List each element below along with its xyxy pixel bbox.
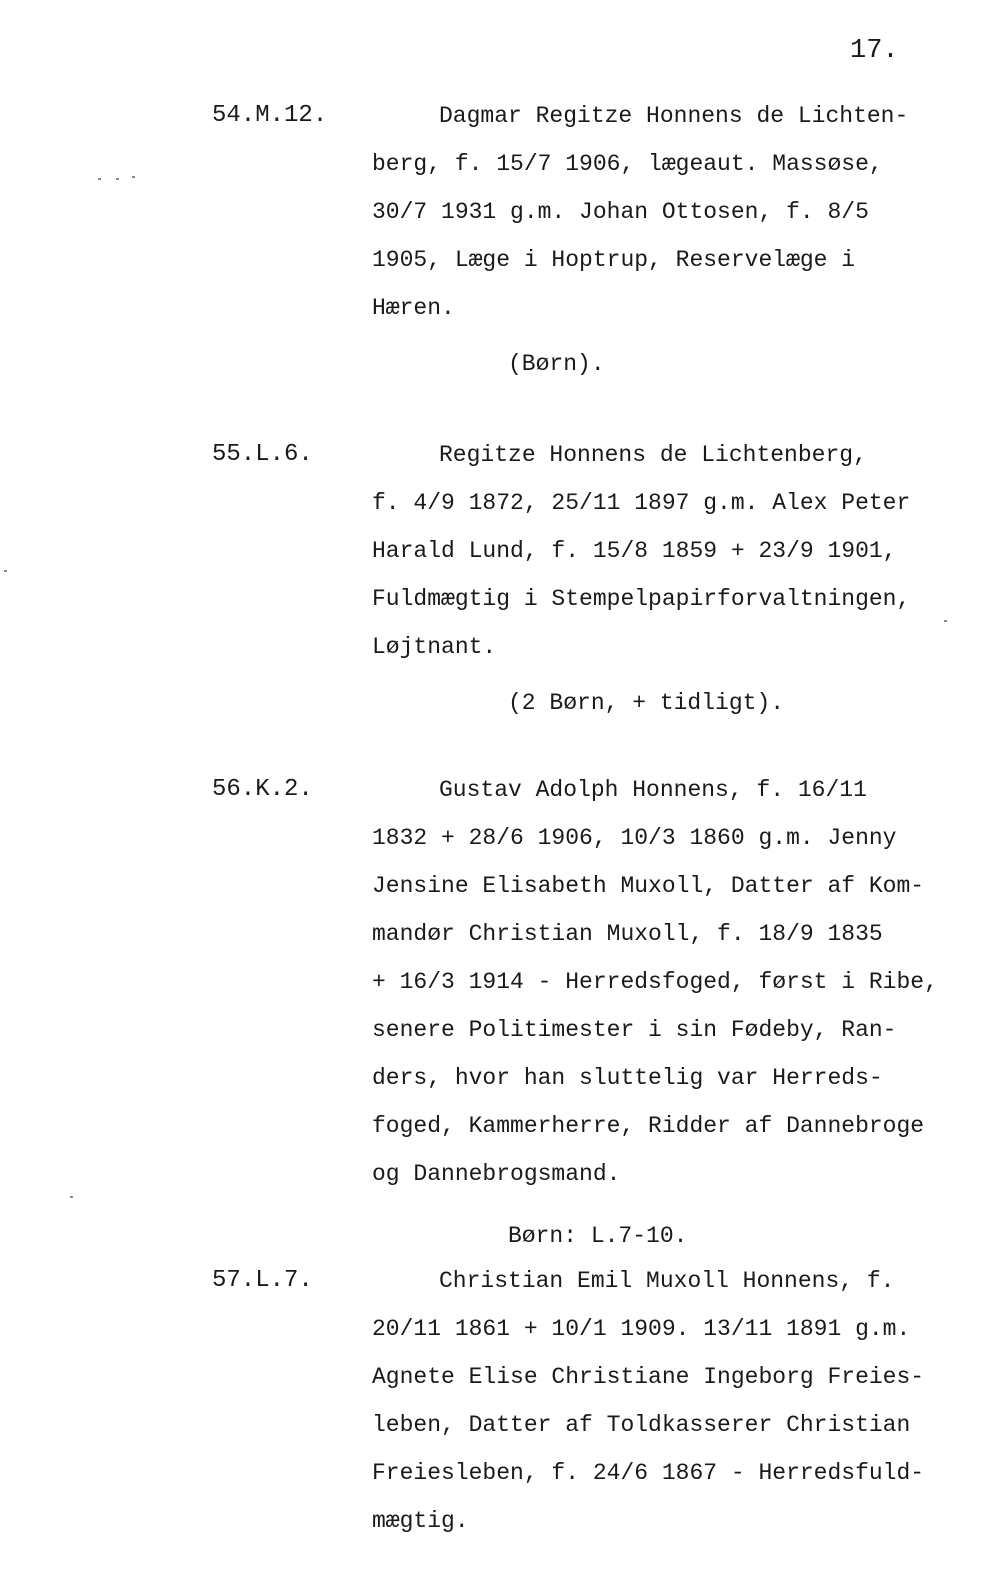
entry-line: Regitze Honnens de Lichtenberg, bbox=[439, 442, 867, 468]
entry-line: senere Politimester i sin Fødeby, Ran- bbox=[372, 1017, 897, 1043]
scan-speck bbox=[132, 176, 135, 178]
entry-line: berg, f. 15/7 1906, lægeaut. Massøse, bbox=[372, 151, 883, 177]
entry-line: Jensine Elisabeth Muxoll, Datter af Kom- bbox=[372, 873, 925, 899]
entry-line: mægtig. bbox=[372, 1508, 469, 1534]
entry-line: Freiesleben, f. 24/6 1867 - Herredsfuld- bbox=[372, 1460, 925, 1486]
page-number: 17. bbox=[850, 36, 899, 66]
entry-text bbox=[372, 92, 972, 332]
entry-id: 55.L.6. bbox=[212, 441, 313, 468]
entry-line: + 16/3 1914 - Herredsfoged, først i Ribe, bbox=[372, 969, 938, 995]
entry-line: Christian Emil Muxoll Honnens, f. bbox=[439, 1268, 895, 1294]
entry-line: foged, Kammerherre, Ridder af Dannebroge bbox=[372, 1113, 925, 1139]
entry-line: 1905, Læge i Hoptrup, Reservelæge i bbox=[372, 247, 856, 273]
entry-id: 54.M.12. bbox=[212, 102, 328, 129]
entry-line: ders, hvor han sluttelig var Herreds- bbox=[372, 1065, 883, 1091]
entry-id: 57.L.7. bbox=[212, 1267, 313, 1294]
entry-line: Løjtnant. bbox=[372, 634, 497, 660]
entry-text bbox=[372, 431, 972, 671]
scan-speck bbox=[4, 570, 7, 572]
entry-line: 30/7 1931 g.m. Johan Ottosen, f. 8/5 bbox=[372, 199, 869, 225]
children-note: (Børn). bbox=[508, 351, 605, 377]
entry-line: mandør Christian Muxoll, f. 18/9 1835 bbox=[372, 921, 883, 947]
entry-line: Dagmar Regitze Honnens de Lichten- bbox=[439, 103, 909, 129]
entry-line: 20/11 1861 + 10/1 1909. 13/11 1891 g.m. bbox=[372, 1316, 911, 1342]
scan-speck bbox=[944, 620, 947, 622]
entry-line: 1832 + 28/6 1906, 10/3 1860 g.m. Jenny bbox=[372, 825, 897, 851]
entry-id: 56.K.2. bbox=[212, 776, 313, 803]
entry-line: f. 4/9 1872, 25/11 1897 g.m. Alex Peter bbox=[372, 490, 911, 516]
scan-speck bbox=[98, 178, 101, 180]
scan-speck bbox=[70, 1196, 73, 1198]
children-note: Børn: L.7-10. bbox=[508, 1223, 688, 1249]
entry-text bbox=[372, 766, 972, 1198]
scan-speck bbox=[116, 178, 119, 180]
entry-line: Hæren. bbox=[372, 295, 455, 321]
entry-line: Fuldmægtig i Stempelpapirforvaltningen, bbox=[372, 586, 911, 612]
entry-line: Gustav Adolph Honnens, f. 16/11 bbox=[439, 777, 867, 803]
entry-text bbox=[372, 1257, 972, 1545]
entry-line: leben, Datter af Toldkasserer Christian bbox=[372, 1412, 911, 1438]
entry-line: Agnete Elise Christiane Ingeborg Freies- bbox=[372, 1364, 925, 1390]
entry-line: og Dannebrogsmand. bbox=[372, 1161, 621, 1187]
entry-line: Harald Lund, f. 15/8 1859 + 23/9 1901, bbox=[372, 538, 897, 564]
children-note: (2 Børn, + tidligt). bbox=[508, 690, 785, 716]
